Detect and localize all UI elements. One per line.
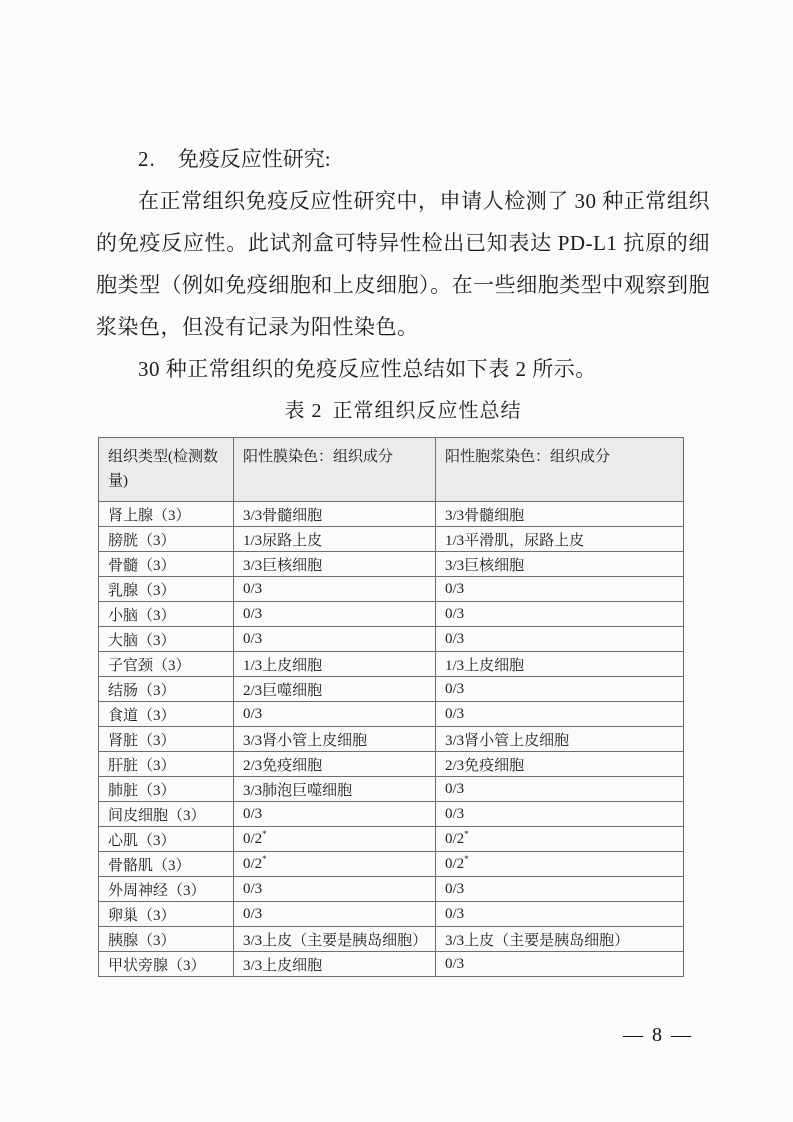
membrane-staining-cell: 0/3: [234, 627, 436, 652]
membrane-staining-cell: 1/3尿路上皮: [234, 527, 436, 552]
tissue-type-cell: 外周神经（3）: [99, 877, 234, 902]
membrane-staining-cell: 0/3: [234, 877, 436, 902]
cytoplasmic-staining-cell: 3/3肾小管上皮细胞: [436, 727, 684, 752]
tissue-type-cell: 肾上腺（3）: [99, 502, 234, 527]
paragraph-table-intro: 30 种正常组织的免疫反应性总结如下表 2 所示。: [138, 357, 597, 381]
membrane-staining-cell: 3/3上皮（主要是胰岛细胞）: [234, 927, 436, 952]
tissue-type-cell: 胰腺（3）: [99, 927, 234, 952]
table-row: [99, 852, 684, 877]
cytoplasmic-staining-cell: 0/3: [436, 602, 684, 627]
cytoplasmic-staining-cell: 0/3: [436, 902, 684, 927]
cytoplasmic-staining-cell: 0/3: [436, 702, 684, 727]
membrane-staining-cell: 2/3巨噬细胞: [234, 677, 436, 702]
cytoplasmic-staining-cell: 0/3: [436, 802, 684, 827]
table-row: [99, 727, 684, 752]
table-title: [96, 390, 710, 432]
cytoplasmic-staining-cell: 1/3上皮细胞: [436, 652, 684, 677]
cytoplasmic-staining-cell: 0/2*: [436, 827, 684, 852]
column-header: 组织类型(检测数量): [99, 438, 234, 502]
cytoplasmic-staining-cell: 2/3免疫细胞: [436, 752, 684, 777]
membrane-staining-cell: 0/3: [234, 577, 436, 602]
table-row: [99, 627, 684, 652]
membrane-staining-cell: 2/3免疫细胞: [234, 752, 436, 777]
cytoplasmic-staining-cell: 0/3: [436, 577, 684, 602]
table-title-text: 正常组织反应性总结: [332, 400, 522, 422]
membrane-staining-cell: 0/2*: [234, 827, 436, 852]
column-header: 阳性胞浆染色：组织成分: [436, 438, 684, 502]
cytoplasmic-staining-cell: 0/3: [436, 952, 684, 977]
table-row: [99, 777, 684, 802]
tissue-type-cell: 甲状旁腺（3）: [99, 952, 234, 977]
page-number: — 8 —: [623, 1024, 693, 1046]
tissue-type-cell: 间皮细胞（3）: [99, 802, 234, 827]
section-title: 免疫反应性研究:: [177, 147, 331, 171]
membrane-staining-cell: 3/3肺泡巨噬细胞: [234, 777, 436, 802]
tissue-type-cell: 大脑（3）: [99, 627, 234, 652]
cytoplasmic-staining-cell: 0/3: [436, 877, 684, 902]
cytoplasmic-staining-cell: 0/3: [436, 777, 684, 802]
membrane-staining-cell: 0/3: [234, 902, 436, 927]
table-row: [99, 652, 684, 677]
membrane-staining-cell: 1/3上皮细胞: [234, 652, 436, 677]
table-row: [99, 577, 684, 602]
tissue-type-cell: 食道（3）: [99, 702, 234, 727]
cytoplasmic-staining-cell: 3/3骨髓细胞: [436, 502, 684, 527]
membrane-staining-cell: 0/2*: [234, 852, 436, 877]
table-row: [99, 602, 684, 627]
section-number: 2.: [138, 147, 156, 171]
tissue-type-cell: 骨骼肌（3）: [99, 852, 234, 877]
cytoplasmic-staining-cell: 3/3巨核细胞: [436, 552, 684, 577]
table-row: [99, 877, 684, 902]
tissue-type-cell: 肝脏（3）: [99, 752, 234, 777]
tissue-type-cell: 小脑（3）: [99, 602, 234, 627]
table-row: [99, 552, 684, 577]
membrane-staining-cell: 0/3: [234, 702, 436, 727]
cytoplasmic-staining-cell: 0/2*: [436, 852, 684, 877]
table-row: [99, 677, 684, 702]
tissue-type-cell: 肺脏（3）: [99, 777, 234, 802]
tissue-type-cell: 结肠（3）: [99, 677, 234, 702]
cytoplasmic-staining-cell: 0/3: [436, 627, 684, 652]
tissue-type-cell: 膀胱（3）: [99, 527, 234, 552]
tissue-reactivity-table: [98, 437, 684, 977]
cytoplasmic-staining-cell: 0/3: [436, 677, 684, 702]
tissue-type-cell: 心肌（3）: [99, 827, 234, 852]
tissue-type-cell: 子官颈（3）: [99, 652, 234, 677]
membrane-staining-cell: 3/3骨髓细胞: [234, 502, 436, 527]
membrane-staining-cell: 0/3: [234, 602, 436, 627]
table-title-label: 表 2: [284, 400, 323, 422]
tissue-type-cell: 肾脏（3）: [99, 727, 234, 752]
table-row: [99, 802, 684, 827]
tissue-type-cell: 骨髓（3）: [99, 552, 234, 577]
table-row: [99, 752, 684, 777]
table-row: [99, 902, 684, 927]
table-header-row: [99, 438, 684, 502]
tissue-type-cell: 卵巢（3）: [99, 902, 234, 927]
membrane-staining-cell: 3/3上皮细胞: [234, 952, 436, 977]
table-row: [99, 927, 684, 952]
paragraph-immunoreactivity: 在正常组织免疫反应性研究中，申请人检测了 30 种正常组织的免疫反应性。此试剂盒可特异性检出已知表达 PD-L1 抗原的细胞类型（例如免疫细胞和上皮细胞）。在一些细胞类型中观察到胞浆染色，但没有记录为阳性染色。: [96, 189, 710, 339]
membrane-staining-cell: 3/3肾小管上皮细胞: [234, 727, 436, 752]
cytoplasmic-staining-cell: 1/3平滑肌，尿路上皮: [436, 527, 684, 552]
table-row: [99, 952, 684, 977]
table-row: [99, 502, 684, 527]
tissue-type-cell: 乳腺（3）: [99, 577, 234, 602]
section-heading: [96, 138, 710, 180]
table-row: [99, 702, 684, 727]
membrane-staining-cell: 3/3巨核细胞: [234, 552, 436, 577]
table-row: [99, 827, 684, 852]
membrane-staining-cell: 0/3: [234, 802, 436, 827]
cytoplasmic-staining-cell: 3/3上皮（主要是胰岛细胞）: [436, 927, 684, 952]
table-row: [99, 527, 684, 552]
column-header: 阳性膜染色：组织成分: [234, 438, 436, 502]
